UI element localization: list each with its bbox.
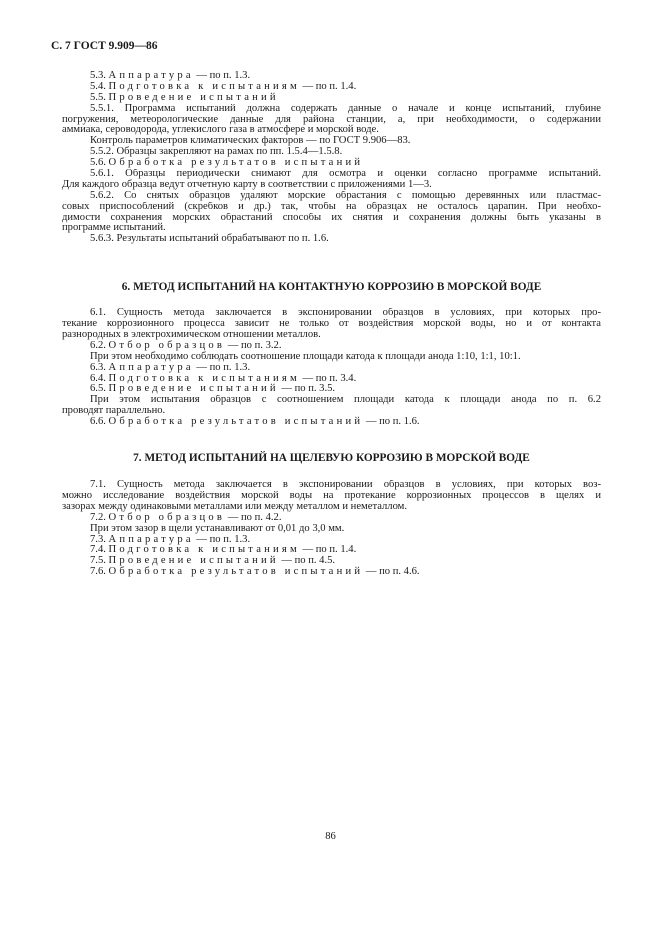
clause-title: Обработка результатов испытаний xyxy=(108,157,364,169)
clause-number: 7.5. xyxy=(90,555,109,567)
paragraph-line: димости сохранения морских обрастаний способы их снятия и сохранения должны быть указаны в xyxy=(62,212,601,223)
paragraph-line: 5.6.2. Со снятых образцов удаляют морские обрастания с помощью деревянных или пластмас- xyxy=(90,190,601,201)
clause-line xyxy=(62,567,601,578)
section-heading: 6. МЕТОД ИСПЫТАНИЙ НА КОНТАКТНУЮ КОРРОЗИЮ В МОРСКОЙ ВОДЕ xyxy=(121,281,542,294)
paragraph xyxy=(62,191,601,235)
paragraph-line: текание коррозионного процесса зависит не только от воздействия морской воды, но и от контакта xyxy=(62,319,601,330)
clause-number: 5.4. xyxy=(90,80,109,92)
clause-reference: — по п. 4.2. xyxy=(225,511,282,523)
clause-title: Проведение испытаний xyxy=(108,555,279,567)
clause-number: 5.6. xyxy=(90,157,109,169)
clause-number: 5.5. xyxy=(90,91,109,103)
page-number: 86 xyxy=(325,831,336,842)
paragraph-line: При этом зазор в щели устанавливают от 0,01 до 3,0 мм. xyxy=(90,522,345,534)
clause-reference: — по п. 1.3. xyxy=(193,533,251,545)
paragraph-line: разнородных в электрохимическом отношении металлов. xyxy=(62,329,321,341)
clause-number: 7.2. xyxy=(90,511,109,523)
page-header: С. 7 ГОСТ 9.909—86 xyxy=(51,40,158,52)
clause-reference: — по п. 4.5. xyxy=(278,555,336,567)
paragraph-line: погружения, метеорологические данные для района станции, а, при необходимости, о содержании xyxy=(62,114,601,125)
paragraph-line: 6.1. Сущность метода заключается в экспонировании образцов в условиях, при которых про- xyxy=(90,308,601,319)
clause-reference: — по п. 1.4. xyxy=(299,544,357,556)
clause-title: Отбор образцов xyxy=(108,511,226,523)
clause-title: Обработка результатов испытаний xyxy=(108,416,364,428)
clause-title: Аппаратура xyxy=(108,361,194,373)
paragraph-line: зазорах между одинаковыми металлами или между металлом и неметаллом. xyxy=(62,500,408,512)
paragraph-line: 5.5.2. Образцы закрепляют на рамах по пп. 1.5.4—1.5.8. xyxy=(90,146,343,158)
paragraph-line: совых приспособлений (скребков и др.) так, чтобы на образцах не осталось царапин. При необхо- xyxy=(62,201,601,212)
paragraph-line: можно исследование воздействия морской воды на протекание коррозионных процессов в щелях и xyxy=(62,490,601,501)
clause-title: Подготовка к испытаниям xyxy=(108,80,300,92)
paragraph-line: При этом испытания образцов с соотношением площади катода к площади анода по п. 6.2 xyxy=(90,395,601,406)
clause-number: 7.4. xyxy=(90,544,109,556)
document-body xyxy=(62,71,601,578)
clause-reference: — по п. 4.6. xyxy=(363,566,420,578)
clause-title: Подготовка к испытаниям xyxy=(108,544,300,556)
clause-reference: — по п. 3.5. xyxy=(278,383,336,395)
clause-title: Аппаратура xyxy=(108,70,194,81)
clause-number: 6.4. xyxy=(90,372,109,384)
clause-number: 6.2. xyxy=(90,339,109,351)
clause-number: 7.3. xyxy=(90,533,109,545)
clause-title: Обработка результатов испытаний xyxy=(108,566,364,578)
clause-title: Аппаратура xyxy=(108,533,194,545)
paragraph-line: 5.6.1. Образцы периодически снимают для осмотра и оценки согласно программе испытаний. xyxy=(90,169,601,180)
paragraph-line: 5.6.3. Результаты испытаний обрабатывают по п. 1.6. xyxy=(90,233,329,245)
paragraph-line: 7.1. Сущность метода заключается в экспонировании образцов в условиях, при которых воз- xyxy=(90,480,601,491)
paragraph xyxy=(62,234,601,245)
clause-title: Подготовка к испытаниям xyxy=(108,372,300,384)
paragraph xyxy=(62,395,601,417)
clause-line xyxy=(62,93,601,104)
clause-title: Проведение испытаний xyxy=(108,383,279,395)
clause-number: 6.5. xyxy=(90,383,109,395)
paragraph-line: Контроль параметров климатических факторов — по ГОСТ 9.906—83. xyxy=(90,135,411,147)
clause-number: 6.3. xyxy=(90,361,109,373)
clause-line xyxy=(62,417,601,428)
clause-title: Проведение испытаний xyxy=(108,91,279,103)
clause-reference: — по п. 3.4. xyxy=(299,372,357,384)
paragraph-line: проводят параллельно. xyxy=(62,405,166,417)
clause-number: 5.3. xyxy=(90,70,109,81)
paragraph xyxy=(62,308,601,341)
clause-reference: — по п. 1.6. xyxy=(363,416,420,428)
clause-reference: — по п. 1.3. xyxy=(193,70,251,81)
paragraph-line: программе испытаний. xyxy=(62,222,166,234)
clause-number: 7.6. xyxy=(90,566,109,578)
paragraph xyxy=(62,104,601,137)
paragraph xyxy=(62,480,601,513)
clause-reference: — по п. 1.3. xyxy=(193,361,251,373)
clause-title: Отбор образцов xyxy=(108,339,226,351)
paragraph xyxy=(62,169,601,191)
paragraph-line: аммиака, сероводорода, углекислого газа в атмосфере и морской воде. xyxy=(62,124,379,136)
clause-line xyxy=(62,384,601,395)
clause-line xyxy=(62,158,601,169)
section-heading: 7. МЕТОД ИСПЫТАНИЙ НА ЩЕЛЕВУЮ КОРРОЗИЮ В МОРСКОЙ ВОДЕ xyxy=(133,452,530,465)
paragraph-line: 5.5.1. Программа испытаний должна содержать данные о начале и конце испытаний, глубине xyxy=(90,103,601,114)
clause-reference: — по п. 1.4. xyxy=(299,80,357,92)
paragraph-line: При этом необходимо соблюдать соотношение площади катода к площади анода 1:10, 1:1, 10:1. xyxy=(90,350,521,362)
clause-line xyxy=(62,513,601,524)
clause-number: 6.6. xyxy=(90,416,109,428)
paragraph-line: Для каждого образца ведут отчетную карту в соответствии с приложениями 1—3. xyxy=(62,178,432,190)
clause-reference: — по п. 3.2. xyxy=(225,339,282,351)
